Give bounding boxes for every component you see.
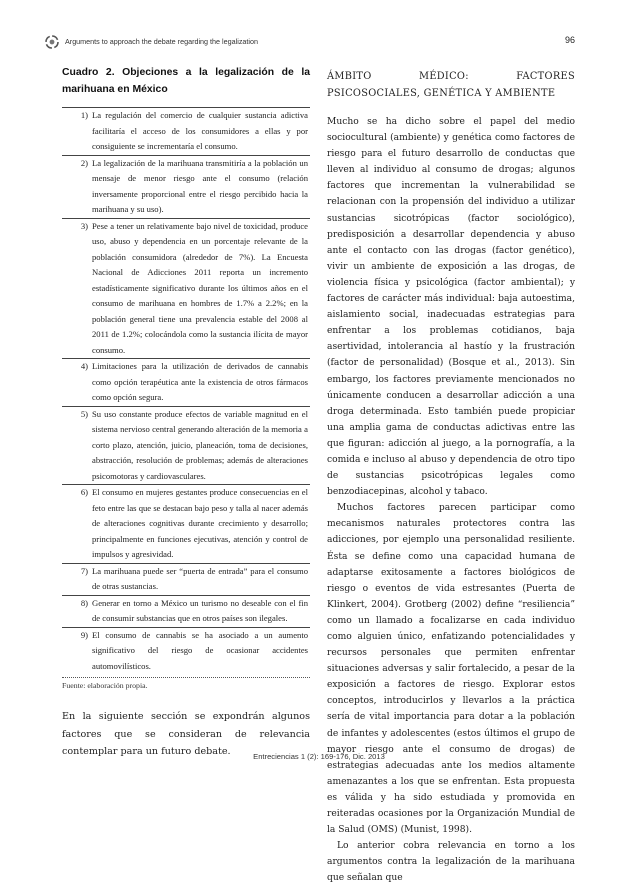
objection-text: Pese a tener un relativamente bajo nivel de toxicidad, produce uso, abuso y dependencia en un porcentaje relevante de la población consumidora (alrededor de 7%). La Encuesta Nacional de Adicciones 2011 reporta un incremento estadísticamente significativo durante los últimos años en el consumo de marihuana en hombres de 1.7% a 2.2%; en la población general tiene una prevalencia estable del 2008 al 2011 de 1.2%; colocándola como la sustancia ilícita de mayor consumo. bbox=[92, 220, 308, 355]
objection-text: Limitaciones para la utilización de derivados de cannabis como opción terapéutica ante la existencia de otros fármacos como opción segura. bbox=[92, 361, 308, 402]
page-footer: Entreciencias 1 (2): 169-176, Dic. 2013 bbox=[253, 752, 385, 761]
objection-item bbox=[62, 359, 310, 407]
objection-number: 9) bbox=[80, 629, 88, 640]
objection-text: El consumo en mujeres gestantes produce consecuencias en el feto entre las que se destacan bajo peso y talla al nacer además de alteraciones cognitivas durante crecimiento y desarrollo; principalmente en funciones ejecutivas, atención y control de impulsos y agresividad. bbox=[92, 487, 308, 559]
objection-item bbox=[62, 628, 310, 675]
right-column bbox=[327, 64, 575, 887]
objection-item bbox=[62, 596, 310, 628]
objection-number: 3) bbox=[80, 220, 88, 231]
objection-number: 1) bbox=[80, 110, 88, 120]
left-column bbox=[62, 64, 310, 761]
objection-text: La legalización de la marihuana transmitiría a la población un mensaje de menor riesgo ante el consumo (relación inversamente proporcional entre el riesgo percibido hacia la marihuana y su uso). bbox=[92, 157, 308, 214]
body-text bbox=[327, 114, 575, 887]
table-source: Fuente: elaboración propia. bbox=[62, 677, 310, 690]
objection-number: 4) bbox=[80, 361, 88, 371]
objection-text: El consumo de cannabis se ha asociado a un aumento significativo del riesgo de ocasionar accidentes automovilísticos. bbox=[92, 629, 308, 671]
objection-item bbox=[62, 108, 310, 156]
objection-text: Generar en torno a México un turismo no deseable con el fin de consumir substancias que en otros países son ilegales. bbox=[92, 597, 308, 623]
objection-item bbox=[62, 485, 310, 564]
objection-item bbox=[62, 156, 310, 219]
objection-text: La marihuana puede ser “puerta de entrada” para el consumo de otras sustancias. bbox=[92, 565, 308, 591]
left-paragraph: En la siguiente sección se expondrán algunos factores que se consideran de relevancia contemplar para un futuro debate. bbox=[62, 711, 310, 757]
objection-item bbox=[62, 219, 310, 360]
objection-number: 2) bbox=[80, 157, 88, 168]
objection-item bbox=[62, 564, 310, 596]
section-heading: ÁMBITO MÉDICO: FACTORES PSICOSOCIALES, GENÉTICA Y AMBIENTE bbox=[327, 71, 575, 99]
objection-item bbox=[62, 407, 310, 486]
objection-text: La regulación del comercio de cualquier sustancia adictiva facilitaría el acceso de los consumidores a ellas y por consiguiente se incrementaría el consumo. bbox=[92, 110, 308, 151]
objection-number: 5) bbox=[80, 408, 88, 419]
objection-number: 6) bbox=[80, 487, 88, 497]
page-number: 96 bbox=[564, 35, 575, 45]
body-paragraph: Mucho se ha dicho sobre el papel del medio sociocultural (ambiente) y genética como factores de riesgo para el futuro desarrollo de conductas que lleven al individuo al consumo de drogas; algunos factores que incrementan la vulnerabilidad se relacionan con la propensión del individuo a utilizar sustancias sicotrópicas (factor sociológico), predisposición a desarrollar dependencia y abuso ante el contacto con las drogas (factor genético), vivir un ambiente de exposición a las drogas, de violencia física y psicológica (factor ambiental); y factores de carácter más individual: baja autoestima, aislamiento social, inadecuadas estrategias para enfrentar a los problemas cotidianos, baja asertividad, intolerancia al hastío y la frustración (factor de personalidad) (Bosque et al., 2013). Sin embargo, los factores previamente mencionados no únicamente conducen a desarrollar adicción a una droga determinada. Esto también puede propiciar una amplia gama de conductas adictivas entre las que figuran: adicción al juego, a la pornografía, a la comida e incluso al abuso y dependencia de otro tipo de sustancias psicotrópicas legales como benzodiacepinas, alcohol y tabaco. bbox=[327, 117, 575, 498]
table-title: Cuadro 2. Objeciones a la legalización de la marihuana en México bbox=[62, 67, 310, 95]
objection-number: 8) bbox=[80, 597, 88, 608]
page-header bbox=[45, 34, 575, 52]
running-title: Arguments to approach the debate regarding the legalization bbox=[65, 37, 258, 46]
body-paragraph: Muchos factores parecen participar como mecanismos naturales protectores contra las adicciones, por ejemplo una personalidad resiliente. Ésta se define como una capacidad humana de adaptarse exitosamente a factores biológicos de riesgo o eventos de vida estresantes (Puerta de Klinkert, 2004). Grotberg (2002) define “resiliencia” como un llamado a focalizarse en cada individuo como alguien único, enfatizando potencialidades y recursos personales que permiten enfrentar situaciones adversas y salir fortalecido, a pesar de la exposición a factores de riesgo. Explorar estos conceptos, introducirlos y llevarlos a la práctica sería de vital importancia para dotar a la población de infantes y adolescentes (estos últimos el grupo de mayor riesgo ante el consumo de drogas) de estrategias adecuadas ante los medios altamente amenazantes a los que se enfrentan. Esta propuesta es válida y ha sido estudiada y promovida en reiteradas ocasiones por la Organización Mundial de la Salud (OMS) (Munist, 1998). bbox=[327, 503, 575, 836]
objections-list bbox=[62, 107, 310, 674]
journal-logo-icon bbox=[45, 34, 59, 48]
objection-text: Su uso constante produce efectos de variable magnitud en el sistema nervioso central generando alteración de la memoria a corto plazo, atención, juicio, planeación, toma de decisiones, abstracción, resolución de problemas; además de alteraciones psicomotoras y cardiovasculares. bbox=[92, 408, 308, 481]
objection-number: 7) bbox=[80, 565, 88, 576]
body-paragraph: Lo anterior cobra relevancia en torno a los argumentos contra la legalización de la marihuana que señalan que bbox=[327, 841, 575, 884]
